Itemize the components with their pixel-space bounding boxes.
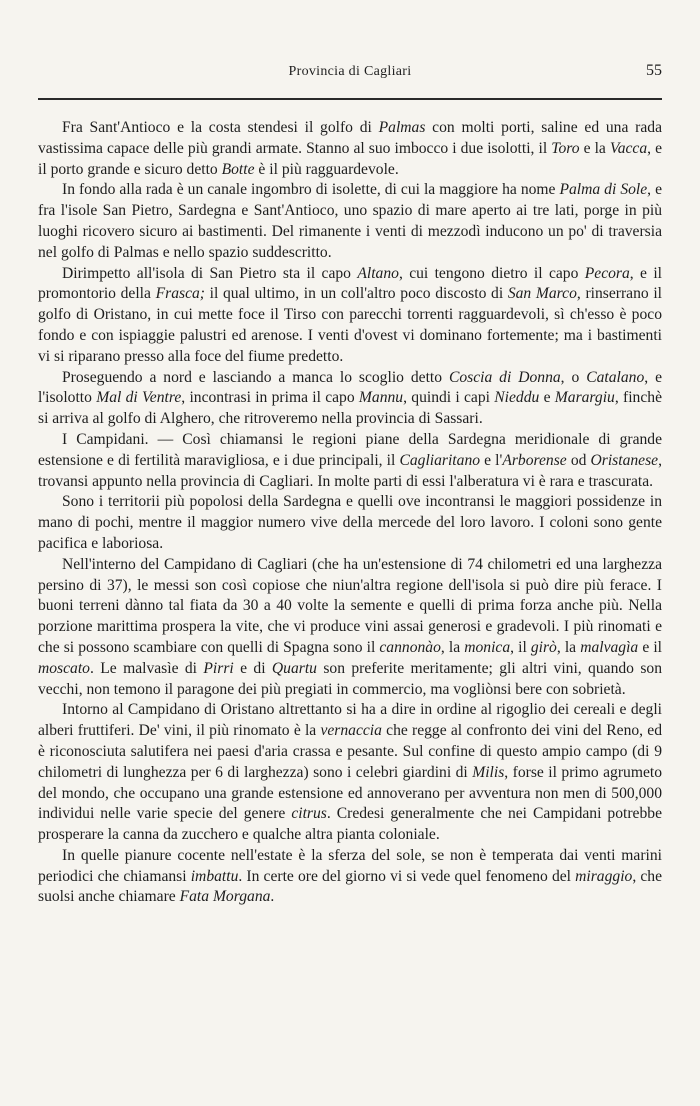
text-run: , e fra l'isole San Pietro, Sardegna e Sant'Antioco, uno spazio di mare aperto ai tre lati, porge in più luoghi ricovero sicuro ai bastimenti. Del rimanente i venti di mezzodì inducono un po' di traversia nel golfo di Palmas e nello spazio suddescritto.: [38, 181, 662, 261]
italic-term: Vacca: [609, 139, 648, 157]
italic-term: Quartu: [271, 659, 317, 677]
text-run: Dirimpetto all'isola di San Pietro sta il capo: [62, 264, 358, 282]
text-run: , o: [560, 368, 587, 386]
text-run: In fondo alla rada è un canale ingombro di isolette, di cui la maggiore ha nome: [62, 181, 560, 199]
text-run: son preferite meritamente; gli altri vini, quando son vecchi, non temono il paragone dei più pregiati in commercio, ma vogliònsi bere con sobrietà.: [38, 659, 663, 698]
text-run: Sono i territorii più popolosi della Sardegna e quelli ove incontransi le maggiori possidenze in mano di pochi, mentre il maggior numero vive della mercede del loro lavoro. I coloni sono gente pacifica e laboriosa.: [38, 493, 662, 552]
text-run: . Le malvasìe di: [89, 659, 204, 677]
text-run: con molti porti, saline ed una rada vastissima capace delle più grandi armate. Stanno al suo imbocco i due isolotti, il: [38, 119, 662, 157]
italic-term: Altano: [357, 264, 399, 282]
italic-term: Oristanese: [590, 451, 659, 469]
running-title: Provincia di Cagliari: [288, 64, 412, 79]
text-run: , forse il primo agrumeto del mondo, che occupano una grande estensione ed annoverano per avventura non men di 500,000 individui nelle varie specie del genere: [38, 763, 662, 823]
italic-term: Mannu: [358, 389, 404, 407]
text-run: Così chiamansi le regioni piane della Sardegna meridionale di grande estensione e di fertilità maravigliosa, e i due principali, il: [38, 430, 663, 469]
body-text: [38, 118, 662, 908]
text-run: che regge al confronto dei vini del Reno, ed è riconosciuta salutifera nei paesi d'aria crassa e pesante. Sul confine di questo ampio campo (di 9 chilometri di lunghezza per 6 di larghezza) sono i celebri giardini di: [38, 722, 662, 781]
italic-term: Milis: [472, 763, 505, 781]
italic-term: Palma di Sole: [559, 181, 648, 199]
italic-term: moscato: [38, 659, 90, 677]
text-run: e il: [638, 638, 662, 656]
paragraph: [38, 180, 662, 263]
paragraph: [38, 118, 662, 180]
text-run: , e l'isolotto: [38, 368, 662, 407]
text-run: , finchè si arriva al golfo di Alghero, che ritroveremo nella provincia di Sassari.: [38, 389, 662, 428]
italic-term: Coscia di Donna: [448, 368, 561, 386]
italic-term: Arborense: [502, 451, 567, 469]
italic-term: Toro: [551, 139, 580, 157]
text-run: , quindi i capi: [403, 389, 495, 407]
paragraph: [38, 700, 662, 846]
page-number: 55: [646, 62, 662, 79]
text-run: , e il promontorio della: [38, 264, 662, 303]
italic-term: Cagliaritano: [399, 451, 481, 469]
italic-term: Frasca;: [155, 285, 205, 303]
paragraph: [38, 846, 662, 908]
italic-term: Palmas: [378, 119, 426, 136]
paragraph: [38, 492, 662, 554]
text-run: , che suolsi anche chiamare: [38, 867, 663, 906]
italic-term: Fata Morgana: [179, 888, 271, 906]
text-run: è il più ragguardevole.: [254, 160, 399, 178]
text-run: Intorno al Campidano di Oristano altrettanto si ha a dire in ordine al rigoglio dei cereali e degli alberi fruttiferi. De' vini, il più rinomato è la: [38, 701, 662, 740]
text-run: , la: [556, 638, 581, 656]
text-run: In quelle pianure cocente nell'estate è la sferza del sole, se non è temperata dai venti marini periodici che chiamansi: [38, 846, 662, 885]
text-run: , incontrasi in prima il capo: [181, 389, 359, 407]
italic-term: Marargiu: [554, 389, 615, 407]
italic-term: miraggio: [575, 867, 633, 885]
paragraph: [38, 555, 662, 701]
italic-term: San Marco: [507, 285, 577, 303]
italic-term: Nieddu: [494, 389, 540, 407]
text-run: e di: [233, 659, 272, 677]
paragraph: [38, 264, 662, 368]
italic-term: Pirri: [203, 659, 234, 677]
text-run: . In certe ore del giorno vi si vede quel fenomeno del: [238, 867, 576, 885]
text-run: Nell'interno del Campidano di Cagliari (che ha un'estensione di 74 chilometri ed una larghezza persino di 37), le messi son così copiose che niun'altra regione dell'isola si può dire più ferace. I buoni terreni dànno tal fiata da 30 a 40 volte la semente e quelli di prima forza anche più. Nella porzione marittima prospera la vite, che vi produce vini assai generosi e gradevoli. I più rinomati e che si possono scambiare con quelli di Spagna sono il: [38, 555, 662, 656]
page-header: [38, 64, 662, 88]
italic-term: malvagìa: [580, 638, 639, 656]
text-run: Proseguendo a nord e lasciando a manca lo scoglio detto: [62, 368, 449, 386]
italic-term: Botte: [221, 160, 255, 178]
text-run: il qual ultimo, in un coll'altro poco discosto di: [204, 285, 508, 303]
text-run: Fra Sant'Antioco e la costa stendesi il golfo di: [62, 119, 379, 136]
paragraph: [38, 368, 662, 430]
text-run: , rinserrano il golfo di Oristano, in cui mette foce il Tirso con parecchi torrenti ragguardevoli, sì ch'esso è poco fondo e con ispiaggie palustri ed arenose. I venti d'ovest vi dominano fortemente; ma i bastimenti vi si riparano presso alla foce del fiume predetto.: [38, 285, 662, 365]
text-run: , la: [440, 638, 465, 656]
italic-term: vernaccia: [320, 722, 382, 740]
italic-term: Catalano: [586, 368, 645, 386]
text-run: , cui tengono dietro il capo: [398, 264, 585, 282]
text-run: I Campidani. —: [62, 430, 183, 448]
text-run: . Credesi generalmente che nei Campidani potrebbe prosperare la canna da zucchero e qualche altra pianta coloniale.: [38, 805, 662, 844]
header-rule: [38, 98, 662, 100]
text-run: , trovansi appunto nella provincia di Cagliari. In molte parti di essi l'alberatura vi è rara e trascurata.: [38, 451, 662, 490]
italic-term: monica: [464, 638, 511, 656]
italic-term: Mal di Ventre: [96, 389, 182, 407]
italic-term: citrus: [291, 805, 327, 823]
text-run: e l': [480, 451, 503, 469]
italic-term: girò: [530, 638, 557, 656]
italic-term: cannonào: [379, 638, 441, 656]
text-run: od: [566, 451, 591, 469]
italic-term: Pecora: [584, 264, 630, 282]
italic-term: imbattu: [190, 867, 239, 885]
text-run: , il: [510, 638, 531, 656]
text-run: e la: [579, 139, 610, 157]
paragraph: [38, 430, 662, 492]
text-run: .: [270, 888, 275, 906]
text-run: , e il porto grande e sicuro detto: [38, 139, 663, 178]
text-run: e: [539, 389, 555, 407]
